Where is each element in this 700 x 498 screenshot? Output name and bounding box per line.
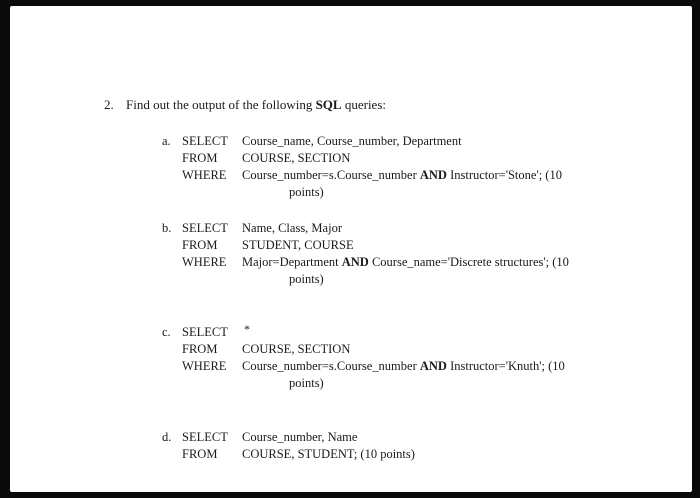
where-keyword: WHERE	[182, 168, 227, 182]
select-columns: Course_name, Course_number, Department	[242, 134, 462, 148]
question-intro-bold: SQL	[315, 97, 342, 112]
select-columns: Name, Class, Major	[242, 221, 342, 235]
from-tables: COURSE, SECTION	[242, 342, 351, 356]
from-keyword: FROM	[182, 238, 218, 252]
points-label: points)	[289, 272, 324, 286]
where-condition-start: Major=Department	[242, 255, 342, 269]
where-keyword: WHERE	[182, 255, 227, 269]
where-condition-end: Instructor='Knuth'; (10	[446, 359, 565, 373]
points-label: points)	[289, 185, 324, 199]
points-label: points)	[289, 376, 324, 390]
and-keyword: AND	[419, 359, 447, 373]
part-letter: c.	[162, 325, 171, 339]
select-keyword: SELECT	[182, 325, 228, 339]
and-keyword: AND	[419, 168, 447, 182]
question-intro-end: queries:	[341, 97, 386, 112]
part-letter: d.	[162, 430, 172, 444]
where-condition	[242, 255, 569, 270]
part-letter: b.	[162, 221, 172, 235]
from-tables: COURSE, SECTION	[242, 151, 351, 165]
question-intro: Find out the output of the following	[126, 97, 316, 112]
from-tables: COURSE, STUDENT; (10 points)	[242, 447, 415, 461]
question-number: 2.	[104, 97, 114, 112]
where-condition-start: Course_number=s.Course_number	[242, 359, 420, 373]
and-keyword: AND	[341, 255, 369, 269]
from-keyword: FROM	[182, 342, 218, 356]
question-title	[104, 97, 386, 113]
select-keyword: SELECT	[182, 430, 228, 444]
where-condition	[242, 359, 565, 374]
select-keyword: SELECT	[182, 221, 228, 235]
select-columns: Course_number, Name	[242, 430, 358, 444]
part-letter: a.	[162, 134, 171, 148]
select-keyword: SELECT	[182, 134, 228, 148]
from-keyword: FROM	[182, 151, 218, 165]
where-condition-end: Instructor='Stone'; (10	[446, 168, 562, 182]
where-condition	[242, 168, 562, 183]
where-keyword: WHERE	[182, 359, 227, 373]
from-tables: STUDENT, COURSE	[242, 238, 354, 252]
where-condition-end: Course_name='Discrete structures'; (10	[368, 255, 569, 269]
where-condition-start: Course_number=s.Course_number	[242, 168, 420, 182]
select-all-asterisk: *	[244, 322, 250, 336]
from-keyword: FROM	[182, 447, 218, 461]
